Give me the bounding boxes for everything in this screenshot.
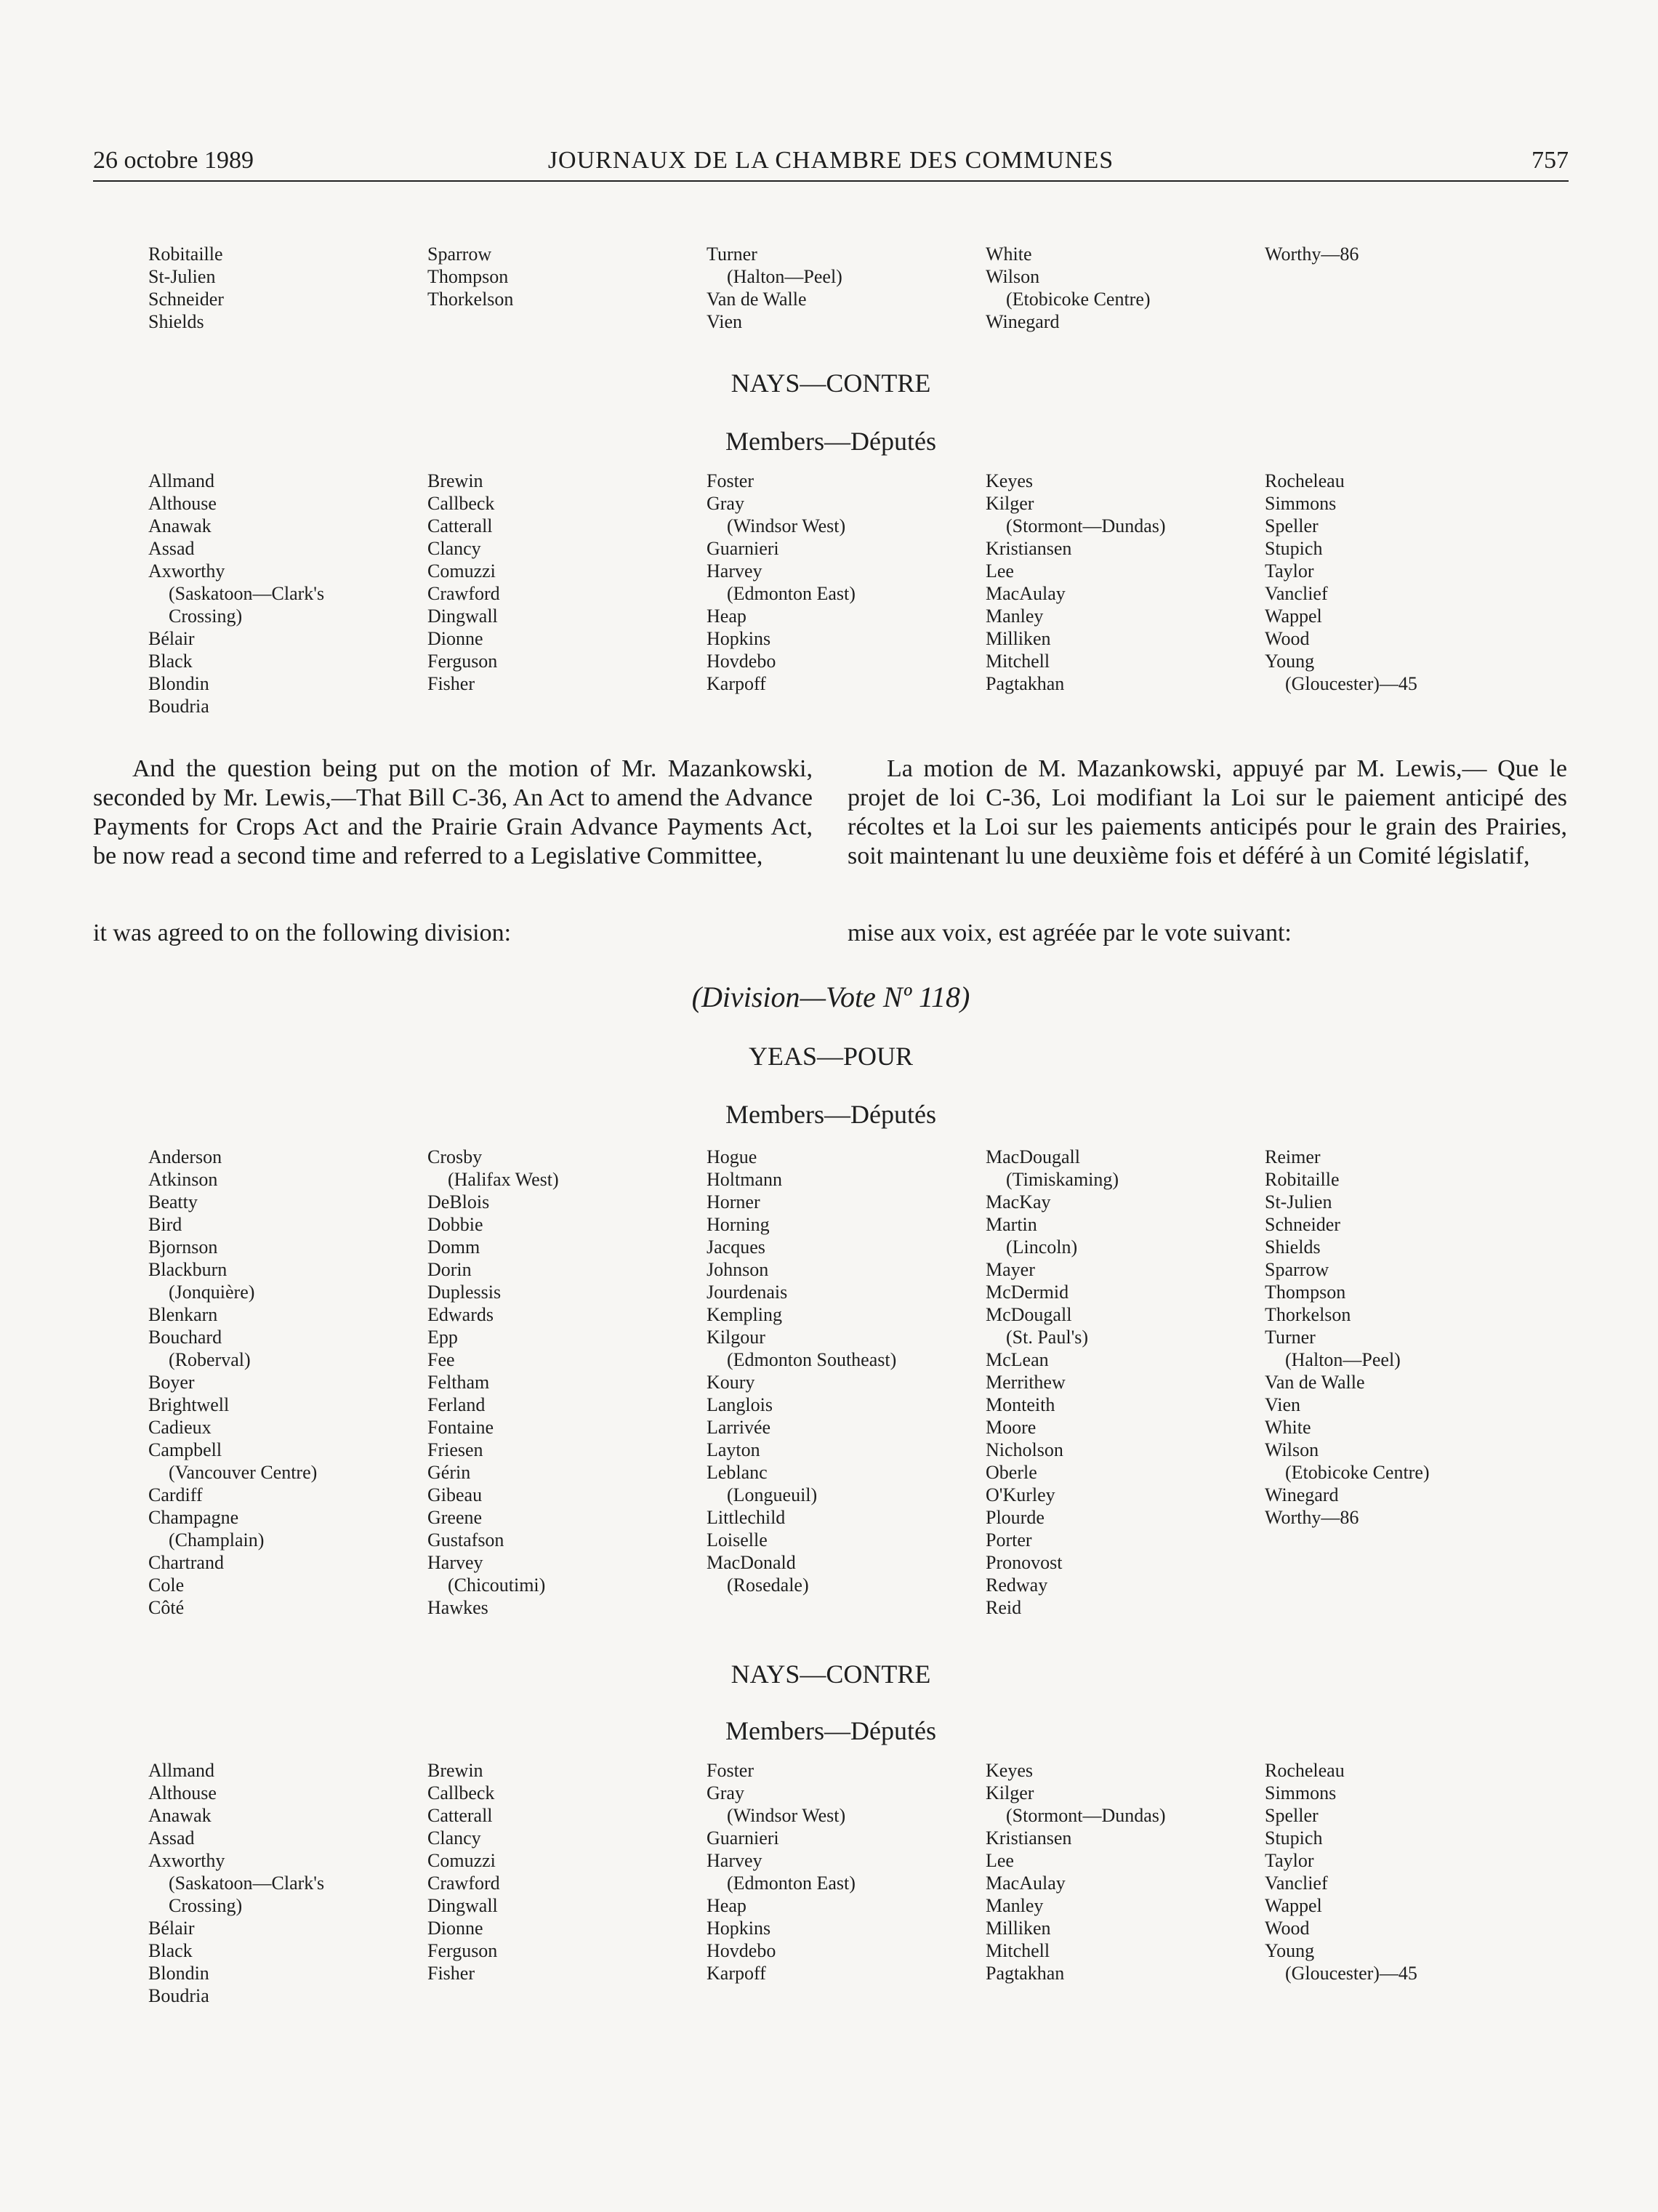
member-name: O'Kurley xyxy=(986,1484,1055,1505)
member-name: Vanclief xyxy=(1265,583,1328,604)
member-name: McDougall xyxy=(986,1304,1072,1325)
member-name: Holtmann xyxy=(707,1169,782,1190)
member-name: Vien xyxy=(707,311,742,332)
member-name: Crawford xyxy=(427,583,500,604)
nays1-column-1 xyxy=(148,470,427,717)
member-name: (Chicoutimi) xyxy=(448,1574,546,1596)
member-name: Hogue xyxy=(707,1146,757,1167)
member-name: Taylor xyxy=(1265,560,1314,582)
member-name: Boudria xyxy=(148,696,209,717)
top-column-2 xyxy=(427,243,707,333)
member-name: Schneider xyxy=(148,289,224,310)
member-name: Vien xyxy=(1265,1394,1300,1415)
header-date: 26 octobre 1989 xyxy=(93,147,254,174)
member-name: Clancy xyxy=(427,1827,481,1849)
member-name: Jourdenais xyxy=(707,1282,788,1303)
yeas-column-5 xyxy=(1265,1146,1544,1619)
member-name: (Edmonton Southeast) xyxy=(727,1349,897,1370)
nays1-heading: NAYS—CONTRE xyxy=(731,369,931,398)
member-name: Thompson xyxy=(427,266,509,287)
member-name: (Windsor West) xyxy=(727,515,846,536)
nays1-column-2 xyxy=(427,470,707,717)
member-name: Crawford xyxy=(427,1873,500,1894)
member-name: Turner xyxy=(707,244,757,265)
member-name: Foster xyxy=(707,1760,754,1781)
member-name: Sparrow xyxy=(1265,1259,1329,1280)
nays1-column-4 xyxy=(986,470,1265,717)
motion-english xyxy=(93,755,813,871)
member-name: Reid xyxy=(986,1597,1022,1618)
member-name: Robitaille xyxy=(1265,1169,1340,1190)
member-name: Hopkins xyxy=(707,628,771,649)
member-name: Wilson xyxy=(986,266,1040,287)
nays2-column-2 xyxy=(427,1759,707,2007)
member-name: MacAulay xyxy=(986,1873,1066,1894)
member-name: (Saskatoon—Clark's xyxy=(169,583,325,604)
member-name: Bouchard xyxy=(148,1327,222,1348)
page-header xyxy=(93,142,1569,182)
top-column-1 xyxy=(148,243,427,333)
member-name: Pagtakhan xyxy=(986,673,1065,694)
member-name: Van de Walle xyxy=(1265,1372,1365,1393)
member-name: Allmand xyxy=(148,1760,214,1781)
member-name: Anderson xyxy=(148,1146,222,1167)
member-name: McLean xyxy=(986,1349,1049,1370)
member-name: St-Julien xyxy=(1265,1191,1332,1212)
member-name: (Timiskaming) xyxy=(1006,1169,1119,1190)
member-name: Mitchell xyxy=(986,651,1050,672)
member-name: Blondin xyxy=(148,1963,209,1984)
member-name: Bjornson xyxy=(148,1236,218,1258)
member-name: Rocheleau xyxy=(1265,1760,1345,1781)
member-name: Milliken xyxy=(986,1918,1051,1939)
top-column-3 xyxy=(707,243,986,333)
member-name: Heap xyxy=(707,1895,746,1916)
member-name: Greene xyxy=(427,1507,483,1528)
member-name: Sparrow xyxy=(427,244,492,265)
member-name: Manley xyxy=(986,1895,1044,1916)
member-name: Layton xyxy=(707,1439,760,1460)
yeas-heading: YEAS—POUR xyxy=(748,1042,914,1071)
member-name: Oberle xyxy=(986,1462,1037,1483)
member-name: Fontaine xyxy=(427,1417,494,1438)
member-name: Heap xyxy=(707,606,746,627)
yeas-member-list xyxy=(93,1146,1569,1619)
member-name: Merrithew xyxy=(986,1372,1066,1393)
member-name: Thompson xyxy=(1265,1282,1346,1303)
member-name: Young xyxy=(1265,1940,1315,1961)
member-name: Koury xyxy=(707,1372,755,1393)
member-name: Kilger xyxy=(986,1782,1034,1803)
motion-french-result: mise aux voix, est agréée par le vote suivant: xyxy=(848,920,1292,946)
member-name: (Etobicoke Centre) xyxy=(1285,1462,1430,1483)
member-name: Callbeck xyxy=(427,1782,495,1803)
member-name: Worthy—86 xyxy=(1265,1507,1359,1528)
member-name: Hovdebo xyxy=(707,1940,776,1961)
member-name: Foster xyxy=(707,470,754,491)
member-name: Kristiansen xyxy=(986,1827,1072,1849)
member-name: Brightwell xyxy=(148,1394,230,1415)
member-name: Crossing) xyxy=(169,1895,243,1916)
member-name: (Halifax West) xyxy=(448,1169,559,1190)
yeas-column-2 xyxy=(427,1146,707,1619)
member-name: Assad xyxy=(148,1827,195,1849)
member-name: Rocheleau xyxy=(1265,470,1345,491)
member-name: (Champlain) xyxy=(169,1529,265,1551)
member-name: DeBlois xyxy=(427,1191,490,1212)
member-name: Anawak xyxy=(148,1805,212,1826)
member-name: Schneider xyxy=(1265,1214,1340,1235)
member-name: Stupich xyxy=(1265,1827,1323,1849)
member-name: Stupich xyxy=(1265,538,1323,559)
member-name: (Saskatoon—Clark's xyxy=(169,1873,325,1894)
member-name: Littlechild xyxy=(707,1507,786,1528)
member-name: Epp xyxy=(427,1327,458,1348)
nays1-column-5 xyxy=(1265,470,1544,717)
member-name: (Halton—Peel) xyxy=(1285,1349,1401,1370)
member-name: Blackburn xyxy=(148,1259,228,1280)
member-name: Campbell xyxy=(148,1439,222,1460)
member-name: Catterall xyxy=(427,515,493,536)
member-name: Gustafson xyxy=(427,1529,504,1551)
member-name: Keyes xyxy=(986,1760,1033,1781)
member-name: Dingwall xyxy=(427,606,498,627)
member-name: Simmons xyxy=(1265,493,1337,514)
member-name: Friesen xyxy=(427,1439,483,1460)
member-name: White xyxy=(1265,1417,1311,1438)
member-name: Johnson xyxy=(707,1259,769,1280)
member-name: Allmand xyxy=(148,470,214,491)
member-name: Guarnieri xyxy=(707,538,779,559)
member-name: (Vancouver Centre) xyxy=(169,1462,318,1483)
member-name: Comuzzi xyxy=(427,1850,496,1871)
member-name: Black xyxy=(148,651,193,672)
member-name: Ferguson xyxy=(427,651,498,672)
member-name: Shields xyxy=(1265,1236,1321,1258)
nays2-column-4 xyxy=(986,1759,1265,2007)
member-name: Wood xyxy=(1265,628,1310,649)
member-name: Bélair xyxy=(148,628,195,649)
member-name: Brewin xyxy=(427,470,483,491)
member-name: Anawak xyxy=(148,515,212,536)
member-name: Ferguson xyxy=(427,1940,498,1961)
member-name: Langlois xyxy=(707,1394,773,1415)
member-name: Loiselle xyxy=(707,1529,768,1551)
member-name: Van de Walle xyxy=(707,289,807,310)
member-name: Thorkelson xyxy=(427,289,514,310)
member-name: Althouse xyxy=(148,1782,217,1803)
member-name: Milliken xyxy=(986,628,1051,649)
member-name: Mayer xyxy=(986,1259,1035,1280)
member-name: Kempling xyxy=(707,1304,782,1325)
member-name: Dobbie xyxy=(427,1214,483,1235)
member-name: MacKay xyxy=(986,1191,1051,1212)
member-name: Fisher xyxy=(427,673,475,694)
member-name: Reimer xyxy=(1265,1146,1321,1167)
member-name: Porter xyxy=(986,1529,1032,1551)
member-name: Gibeau xyxy=(427,1484,483,1505)
member-name: Nicholson xyxy=(986,1439,1063,1460)
member-name: Blondin xyxy=(148,673,209,694)
nays1-subheading: Members—Députés xyxy=(725,427,936,456)
member-name: Ferland xyxy=(427,1394,486,1415)
member-name: Speller xyxy=(1265,515,1319,536)
member-name: Wilson xyxy=(1265,1439,1319,1460)
member-name: Keyes xyxy=(986,470,1033,491)
member-name: Harvey xyxy=(707,560,762,582)
member-name: Wappel xyxy=(1265,1895,1322,1916)
member-name: Bird xyxy=(148,1214,182,1235)
member-name: Cardiff xyxy=(148,1484,203,1505)
member-name: Thorkelson xyxy=(1265,1304,1351,1325)
member-name: Young xyxy=(1265,651,1315,672)
member-name: (Roberval) xyxy=(169,1349,251,1370)
member-name: Simmons xyxy=(1265,1782,1337,1803)
member-name: (Etobicoke Centre) xyxy=(1006,289,1151,310)
member-name: McDermid xyxy=(986,1282,1069,1303)
member-name: (Halton—Peel) xyxy=(727,266,842,287)
member-name: Axworthy xyxy=(148,1850,225,1871)
member-name: Wappel xyxy=(1265,606,1322,627)
top-column-5 xyxy=(1265,243,1544,333)
member-name: Cadieux xyxy=(148,1417,212,1438)
member-name: Lee xyxy=(986,560,1014,582)
division-vote-number: (Division—Vote Nº 118) xyxy=(691,981,970,1013)
member-name: (Gloucester)—45 xyxy=(1285,1963,1417,1984)
member-name: Boudria xyxy=(148,1985,209,2006)
member-name: (Jonquière) xyxy=(169,1282,255,1303)
member-name: Monteith xyxy=(986,1394,1055,1415)
member-name: Fisher xyxy=(427,1963,475,1984)
nays2-heading: NAYS—CONTRE xyxy=(731,1660,931,1689)
motion-english-text: And the question being put on the motion of Mr. Mazankowski, seconded by Mr. Lewis,—That Bill C-36, An Act to amend the Advance Payments for Crops Act and the Prairie Grain Advance Payments Act, be now read a second time and referred to a Legislative Committee, xyxy=(93,755,813,869)
member-name: (Lincoln) xyxy=(1006,1236,1078,1258)
member-name: MacAulay xyxy=(986,583,1066,604)
member-name: Harvey xyxy=(707,1850,762,1871)
member-name: Brewin xyxy=(427,1760,483,1781)
header-page-number: 757 xyxy=(1532,147,1569,174)
member-name: Catterall xyxy=(427,1805,493,1826)
member-name: Redway xyxy=(986,1574,1048,1596)
nays2-column-3 xyxy=(707,1759,986,2007)
member-name: Pronovost xyxy=(986,1552,1063,1573)
nays2-column-1 xyxy=(148,1759,427,2007)
member-name: Hawkes xyxy=(427,1597,488,1618)
member-name: Martin xyxy=(986,1214,1037,1235)
member-name: Dionne xyxy=(427,628,483,649)
member-name: Plourde xyxy=(986,1507,1045,1528)
member-name: Dionne xyxy=(427,1918,483,1939)
member-name: Axworthy xyxy=(148,560,225,582)
top-member-list xyxy=(93,243,1569,333)
member-name: Vanclief xyxy=(1265,1873,1328,1894)
member-name: Harvey xyxy=(427,1552,483,1573)
member-name: Horner xyxy=(707,1191,760,1212)
yeas-column-4 xyxy=(986,1146,1265,1619)
member-name: (St. Paul's) xyxy=(1006,1327,1089,1348)
member-name: Feltham xyxy=(427,1372,490,1393)
member-name: Moore xyxy=(986,1417,1037,1438)
member-name: (Gloucester)—45 xyxy=(1285,673,1417,694)
member-name: Crosby xyxy=(427,1146,483,1167)
member-name: Callbeck xyxy=(427,493,495,514)
member-name: Atkinson xyxy=(148,1169,218,1190)
member-name: Leblanc xyxy=(707,1462,768,1483)
motion-french xyxy=(848,755,1567,871)
member-name: Pagtakhan xyxy=(986,1963,1065,1984)
member-name: Karpoff xyxy=(707,1963,766,1984)
motion-french-text: La motion de M. Mazankowski, appuyé par M. Lewis,— Que le projet de loi C-36, Loi modifiant la Loi sur le paiement anticipé des récoltes et la Loi sur les paiements anticipés pour le grain des Prairies, soit maintenant lu une deuxième fois et déféré à un Comité législatif, xyxy=(848,755,1567,869)
member-name: Gérin xyxy=(427,1462,471,1483)
member-name: Kilger xyxy=(986,493,1034,514)
member-name: Guarnieri xyxy=(707,1827,779,1849)
member-name: (Stormont—Dundas) xyxy=(1006,1805,1166,1826)
member-name: (Windsor West) xyxy=(727,1805,846,1826)
member-name: Cole xyxy=(148,1574,185,1596)
member-name: Manley xyxy=(986,606,1044,627)
member-name: Côté xyxy=(148,1597,185,1618)
member-name: Gray xyxy=(707,1782,744,1803)
yeas-column-3 xyxy=(707,1146,986,1619)
nays1-member-list xyxy=(93,470,1569,717)
member-name: Wood xyxy=(1265,1918,1310,1939)
member-name: Duplessis xyxy=(427,1282,502,1303)
member-name: Turner xyxy=(1265,1327,1316,1348)
member-name: Winegard xyxy=(986,311,1060,332)
member-name: Larrivée xyxy=(707,1417,771,1438)
motion-english-result: it was agreed to on the following division: xyxy=(93,920,512,946)
member-name: Althouse xyxy=(148,493,217,514)
member-name: Dingwall xyxy=(427,1895,498,1916)
member-name: Winegard xyxy=(1265,1484,1339,1505)
member-name: Jacques xyxy=(707,1236,765,1258)
member-name: Gray xyxy=(707,493,744,514)
member-name: (Stormont—Dundas) xyxy=(1006,515,1166,536)
nays2-subheading: Members—Députés xyxy=(725,1716,936,1745)
member-name: (Rosedale) xyxy=(727,1574,809,1596)
member-name: Kilgour xyxy=(707,1327,765,1348)
member-name: Bélair xyxy=(148,1918,195,1939)
member-name: Crossing) xyxy=(169,606,243,627)
member-name: Black xyxy=(148,1940,193,1961)
member-name: White xyxy=(986,244,1032,265)
member-name: Boyer xyxy=(148,1372,195,1393)
member-name: Karpoff xyxy=(707,673,766,694)
member-name: MacDonald xyxy=(707,1552,796,1573)
nays1-column-3 xyxy=(707,470,986,717)
yeas-column-1 xyxy=(148,1146,427,1619)
member-name: Shields xyxy=(148,311,204,332)
member-name: Beatty xyxy=(148,1191,198,1212)
nays2-member-list xyxy=(93,1759,1569,2007)
member-name: Horning xyxy=(707,1214,770,1235)
top-column-4 xyxy=(986,243,1265,333)
member-name: Worthy—86 xyxy=(1265,244,1359,265)
member-name: (Longueuil) xyxy=(727,1484,818,1505)
member-name: Mitchell xyxy=(986,1940,1050,1961)
member-name: (Edmonton East) xyxy=(727,583,856,604)
member-name: Taylor xyxy=(1265,1850,1314,1871)
member-name: Kristiansen xyxy=(986,538,1072,559)
member-name: Domm xyxy=(427,1236,480,1258)
member-name: (Edmonton East) xyxy=(727,1873,856,1894)
member-name: Edwards xyxy=(427,1304,494,1325)
yeas-subheading: Members—Députés xyxy=(725,1100,936,1129)
member-name: Clancy xyxy=(427,538,481,559)
member-name: Dorin xyxy=(427,1259,472,1280)
member-name: Blenkarn xyxy=(148,1304,218,1325)
member-name: Champagne xyxy=(148,1507,239,1528)
member-name: Speller xyxy=(1265,1805,1319,1826)
header-journal-title: JOURNAUX DE LA CHAMBRE DES COMMUNES xyxy=(547,147,1114,174)
member-name: Fee xyxy=(427,1349,455,1370)
member-name: Chartrand xyxy=(148,1552,224,1573)
member-name: Comuzzi xyxy=(427,560,496,582)
member-name: Hopkins xyxy=(707,1918,771,1939)
nays2-column-5 xyxy=(1265,1759,1544,2007)
member-name: St-Julien xyxy=(148,266,216,287)
member-name: Assad xyxy=(148,538,195,559)
member-name: MacDougall xyxy=(986,1146,1080,1167)
member-name: Hovdebo xyxy=(707,651,776,672)
member-name: Lee xyxy=(986,1850,1014,1871)
member-name: Robitaille xyxy=(148,244,223,265)
